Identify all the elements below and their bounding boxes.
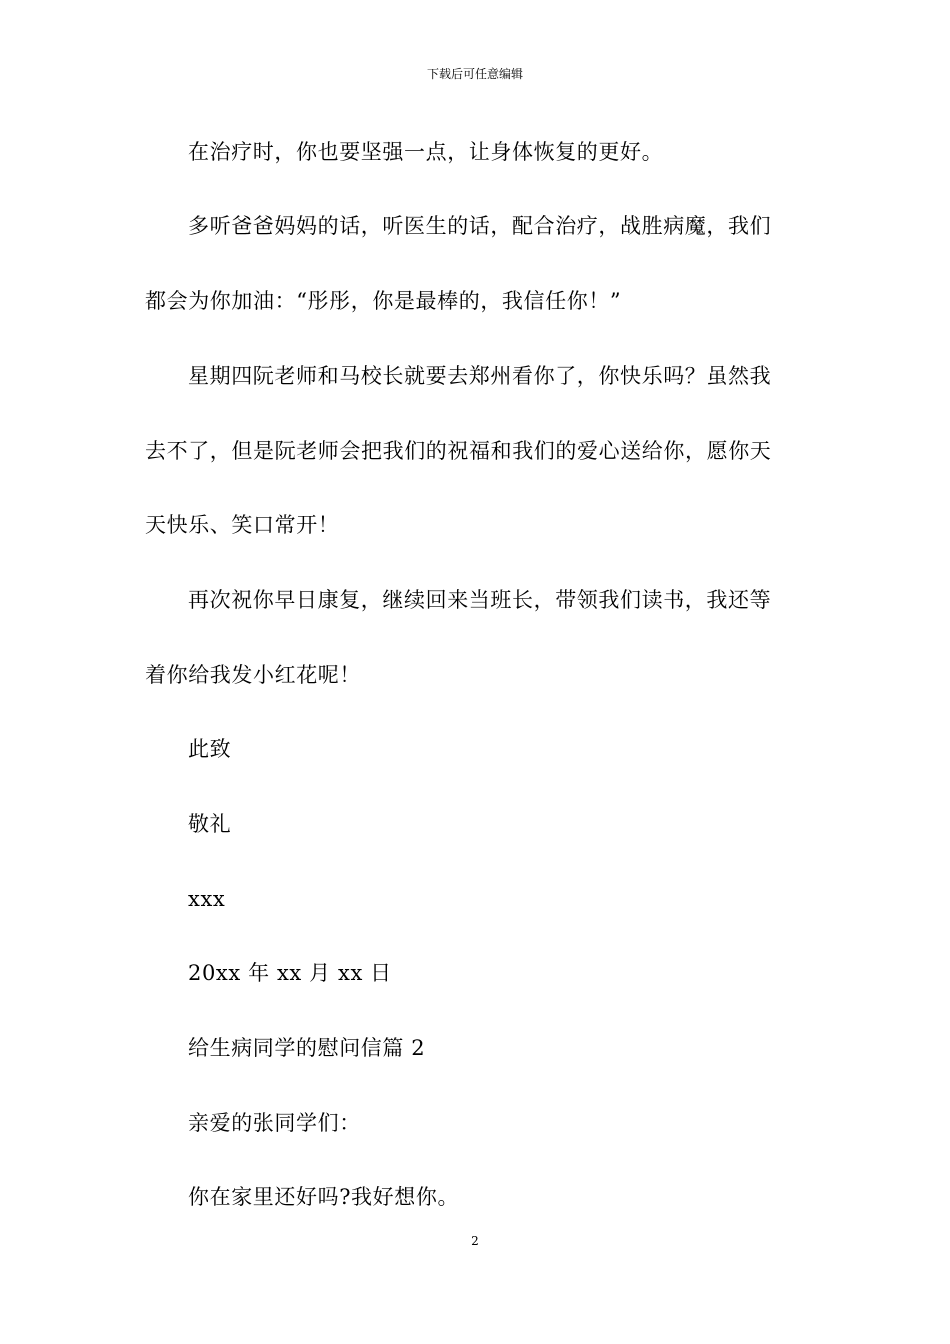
page-header: 下载后可任意编辑 bbox=[426, 67, 523, 81]
closing-salutation: 此致 bbox=[188, 737, 232, 761]
paragraph-line: 着你给我发小红花呢！ bbox=[145, 663, 361, 687]
paragraph-line: 你在家里还好吗?我好想你。 bbox=[188, 1185, 460, 1209]
paragraph-line: 再次祝你早日康复，继续回来当班长，带领我们读书，我还等 bbox=[188, 588, 772, 612]
paragraph-line: 星期四阮老师和马校长就要去郑州看你了，你快乐吗？虽然我 bbox=[188, 364, 772, 388]
paragraph-line: 去不了，但是阮老师会把我们的祝福和我们的爱心送给你，愿你天 bbox=[145, 439, 772, 463]
paragraph-line: 多听爸爸妈妈的话，听医生的话，配合治疗，战胜病魔，我们 bbox=[188, 214, 772, 238]
section-title: 给生病同学的慰问信篇 2 bbox=[188, 1036, 426, 1060]
paragraph-line: 都会为你加油：“彤彤，你是最棒的，我信任你！” bbox=[145, 289, 622, 313]
letter-greeting: 亲爱的张同学们： bbox=[188, 1111, 361, 1135]
signature-name: xxx bbox=[188, 887, 226, 911]
closing-regards: 敬礼 bbox=[188, 812, 232, 836]
paragraph-line: 天快乐、笑口常开！ bbox=[145, 513, 340, 537]
page-number: 2 bbox=[471, 1234, 479, 1248]
letter-date: 20xx 年 xx 月 xx 日 bbox=[188, 961, 392, 985]
paragraph-line: 在治疗时，你也要坚强一点，让身体恢复的更好。 bbox=[188, 140, 664, 164]
